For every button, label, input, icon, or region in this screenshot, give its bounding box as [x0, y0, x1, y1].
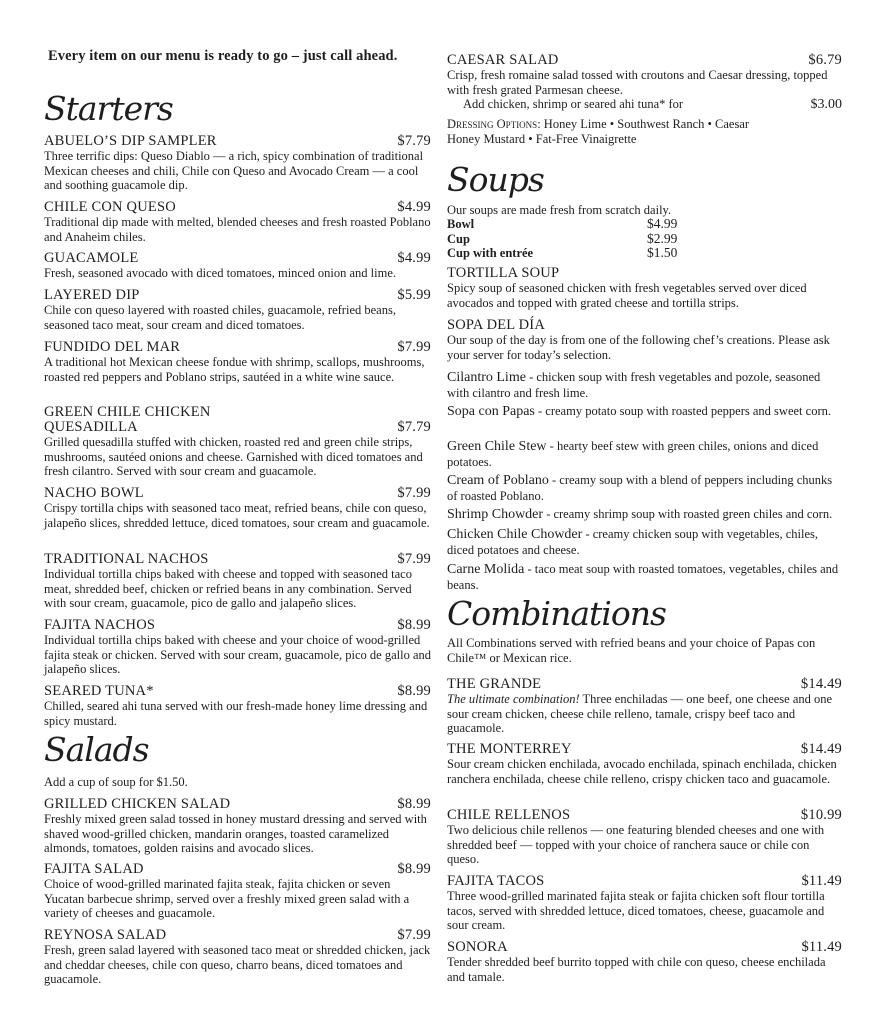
soup-variety-name: Sopa con Papas — [447, 404, 535, 419]
item-name: FAJITA TACOS — [447, 873, 545, 889]
item-description: Fresh, green salad layered with seasoned taco meat or shredded chicken, jack and cheddar cheeses, chile con queso, charro beans, diced tomatoes and guacamole. — [44, 943, 431, 986]
item-price: $4.99 — [397, 250, 431, 266]
item-description: Choice of wood-grilled marinated fajita steak, fajita chicken or seven Yucatan barbecue shrimp, served over a freshly mixed green salad with a variety of cheeses and guacamole. — [44, 877, 410, 920]
item-description: Crisp, fresh romaine salad tossed with croutons and Caesar dressing, topped with fresh grated Parmesan cheese. — [447, 68, 828, 97]
item-description: Tender shredded beef burrito topped with chile con queso, cheese enchilada and tamale. — [447, 955, 826, 984]
soup-size-label: Cup — [447, 231, 470, 246]
item-description: Three terrific dips: Queso Diablo — a rich, spicy combination of traditional Mexican cheeses and chili, Chile con Queso and Avocado Cream — a cool and soothing guacamole dip. — [44, 149, 424, 192]
menu-item — [447, 874, 842, 933]
item-name: GUACAMOLE — [44, 250, 139, 266]
menu-item-caesar — [447, 53, 842, 146]
item-name-line2: QUESADILLA — [44, 419, 138, 435]
menu-item — [447, 742, 842, 786]
soup-variety-name: Chicken Chile Chowder — [447, 527, 583, 542]
item-price: $6.79 — [808, 52, 842, 68]
soup-variety-desc: - creamy soup with a blend of peppers including chunks of roasted Poblano. — [447, 473, 833, 503]
item-name: LAYERED DIP — [44, 287, 140, 303]
starters-heading: Starters — [44, 89, 173, 128]
dressing-options-line1: Honey Lime • Southwest Ranch • Caesar — [543, 117, 750, 131]
soup-size-price: $1.50 — [647, 245, 678, 260]
item-price: $7.99 — [397, 551, 431, 567]
menu-item — [447, 266, 842, 310]
soup-size-price: $2.99 — [647, 230, 678, 246]
item-price: $4.99 — [397, 199, 431, 215]
item-name: REYNOSA SALAD — [44, 927, 167, 943]
soup-variety — [447, 370, 842, 400]
soup-size-label: Bowl — [447, 217, 475, 231]
soup-variety-name: Shrimp Chowder — [447, 507, 544, 522]
menu-item — [44, 862, 431, 921]
soup-variety-desc: - creamy potato soup with roasted peppers and sweet corn. — [534, 404, 831, 418]
item-description: Traditional dip made with melted, blended cheeses and fresh roasted Poblano and Anaheim chiles. — [44, 215, 431, 244]
item-price: $8.99 — [397, 617, 431, 633]
item-name: CHILE CON QUESO — [44, 199, 176, 215]
soup-variety — [447, 473, 842, 503]
menu-item — [447, 940, 842, 984]
item-description: A traditional hot Mexican cheese fondue with shrimp, scallops, mushrooms, roasted red peppers and Poblano strips, sautéed in a white wine sauce. — [44, 355, 425, 384]
item-name: FUNDIDO DEL MAR — [44, 339, 181, 355]
item-name: THE MONTERREY — [447, 741, 572, 757]
item-description: Grilled quesadilla stuffed with chicken, roasted red and green chile strips, mushrooms, sautéed onions and cheese. Garnished with diced tomatoes and fresh cilantro. Served with sour cream and guacamole. — [44, 435, 423, 478]
soup-variety-name: Carne Molida — [447, 562, 525, 577]
item-description: Spicy soup of seasoned chicken with fresh vegetables served over diced avocados and topped with grated cheese and tortilla strips. — [447, 281, 807, 310]
item-price: $7.79 — [397, 133, 431, 149]
combinations-note: All Combinations served with refried beans and your choice of Papas con Chile™ or Mexican rice. — [447, 636, 816, 665]
menu-item — [44, 405, 431, 479]
item-price: $7.99 — [397, 927, 431, 943]
item-name: TORTILLA SOUP — [447, 265, 560, 281]
item-description: Fresh, seasoned avocado with diced tomatoes, minced onion and lime. — [44, 266, 396, 280]
menu-item — [44, 552, 431, 611]
left-column — [44, 0, 431, 1024]
menu-item — [44, 200, 431, 244]
item-lead: The ultimate combination! — [447, 692, 580, 706]
menu-item — [447, 808, 842, 867]
soup-variety-name: Cilantro Lime — [447, 370, 526, 385]
item-price: $5.99 — [397, 287, 431, 303]
menu-item — [447, 677, 842, 736]
soups-heading: Soups — [447, 160, 544, 199]
item-description: Freshly mixed green salad tossed in honey mustard dressing and served with shaved wood-grilled chicken, mandarin oranges, toasted caramelized almonds, tomatoes, golden raisins and avocado slices. — [44, 812, 427, 855]
item-name: GRILLED CHICKEN SALAD — [44, 796, 231, 812]
soup-variety-desc: - creamy chicken soup with vegetables, chiles, diced potatoes and cheese. — [447, 527, 818, 557]
item-name: TRADITIONAL NACHOS — [44, 551, 209, 567]
item-name: SOPA DEL DÍA — [447, 317, 546, 333]
item-description: Our soup of the day is from one of the following chef’s creations. Please ask your server for today’s selection. — [447, 333, 830, 362]
item-description: Chilled, seared ahi tuna served with our fresh-made honey lime dressing and spicy mustard. — [44, 699, 428, 728]
menu-item — [44, 134, 431, 193]
addon-text: Add chicken, shrimp or seared ahi tuna* for — [463, 97, 684, 111]
soup-variety-desc: - creamy shrimp soup with roasted green chiles and corn. — [543, 507, 833, 521]
soup-variety — [447, 562, 842, 592]
soup-variety-desc: - hearty beef stew with green chiles, onions and diced potatoes. — [447, 439, 819, 469]
item-name: CHILE RELLENOS — [447, 807, 571, 823]
combinations-heading: Combinations — [447, 594, 666, 633]
item-price: $7.79 — [397, 419, 431, 435]
soup-variety-name: Cream of Poblano — [447, 473, 549, 488]
item-price: $10.99 — [800, 807, 842, 823]
soup-variety-desc: - chicken soup with fresh vegetables and pozole, seasoned with cilantro and fresh lime. — [447, 370, 821, 400]
menu-item — [44, 251, 431, 281]
item-name: FAJITA SALAD — [44, 861, 144, 877]
addon-price: $3.00 — [810, 97, 842, 112]
soup-variety-desc: - taco meat soup with roasted tomatoes, vegetables, chiles and beans. — [447, 562, 839, 592]
item-name: GREEN CHILE CHICKEN — [44, 404, 211, 420]
menu-item — [44, 340, 431, 384]
menu-item — [44, 486, 431, 530]
item-price: $11.49 — [801, 939, 842, 955]
soup-variety — [447, 507, 842, 523]
item-description: Sour cream chicken enchilada, avocado enchilada, spinach enchilada, chicken ranchera enchilada, cheese chile relleno, crispy chicken taco and guacamole. — [447, 757, 837, 786]
item-description: Chile con queso layered with roasted chiles, guacamole, refried beans, seasoned taco meat, sour cream and diced tomatoes. — [44, 303, 396, 332]
item-name: CAESAR SALAD — [447, 52, 559, 68]
soup-variety — [447, 527, 842, 557]
item-price: $8.99 — [397, 796, 431, 812]
salads-heading: Salads — [44, 730, 149, 769]
soup-variety — [447, 439, 842, 469]
item-description: Crispy tortilla chips with seasoned taco meat, refried beans, chile con queso, jalapeño slices, shredded lettuce, diced tomatoes, sour cream and guacamole. — [44, 501, 430, 530]
dressing-options-line2: Honey Mustard • Fat-Free Vinaigrette — [447, 131, 637, 146]
item-price: $11.49 — [801, 873, 842, 889]
item-description: Individual tortilla chips baked with cheese and topped with seasoned taco meat, shredded beef, chicken or refried beans in any combination. Served with sour cream, guacamole, pico de gallo and jalapeño slices. — [44, 567, 412, 610]
soup-size-price: $4.99 — [647, 216, 678, 231]
item-description: Individual tortilla chips baked with cheese and your choice of wood-grilled fajita steak or chicken. Served with sour cream, guacamole, pico de gallo and jalapeño slices. — [44, 633, 432, 676]
right-column — [447, 0, 842, 1024]
item-description: Three enchiladas — one beef, one cheese and one sour cream chicken, cheese chile relleno, tamale, crispy beef taco and guacamole. — [447, 692, 833, 735]
item-name: NACHO BOWL — [44, 485, 144, 501]
item-name: FAJITA NACHOS — [44, 617, 156, 633]
intro-text: Every item on our menu is ready to go – just call ahead. — [48, 48, 398, 64]
menu-item — [44, 618, 431, 677]
menu-item — [44, 288, 431, 332]
item-description: Two delicious chile rellenos — one featuring blended cheeses and one with shredded beef — topped with your choice of ranchera sauce or chile con queso. — [447, 823, 825, 866]
salads-note: Add a cup of soup for $1.50. — [44, 775, 188, 789]
item-price: $14.49 — [800, 676, 842, 692]
menu-item — [44, 684, 431, 728]
item-price: $7.99 — [397, 339, 431, 355]
item-name: ABUELO’S DIP SAMPLER — [44, 133, 217, 149]
item-name: SONORA — [447, 939, 508, 955]
menu-item — [44, 928, 431, 987]
menu-item — [447, 318, 842, 362]
dressing-label: Dressing Options: — [447, 117, 541, 131]
soup-variety-name: Green Chile Stew — [447, 439, 547, 454]
item-price: $8.99 — [397, 861, 431, 877]
soup-variety — [447, 404, 842, 420]
soup-size-label: Cup with entrée — [447, 246, 534, 260]
menu-item — [44, 797, 431, 856]
soup-price-table — [447, 217, 677, 261]
item-price: $8.99 — [397, 683, 431, 699]
item-name: THE GRANDE — [447, 676, 542, 692]
item-name: SEARED TUNA* — [44, 683, 154, 699]
item-price: $14.49 — [800, 741, 842, 757]
item-price: $7.99 — [397, 485, 431, 501]
soups-intro: Our soups are made fresh from scratch daily. — [447, 203, 672, 217]
item-description: Three wood-grilled marinated fajita steak or fajita chicken soft flour tortilla tacos, served with shredded lettuce, diced tomatoes, cheese, guacamole and sour cream. — [447, 889, 825, 932]
